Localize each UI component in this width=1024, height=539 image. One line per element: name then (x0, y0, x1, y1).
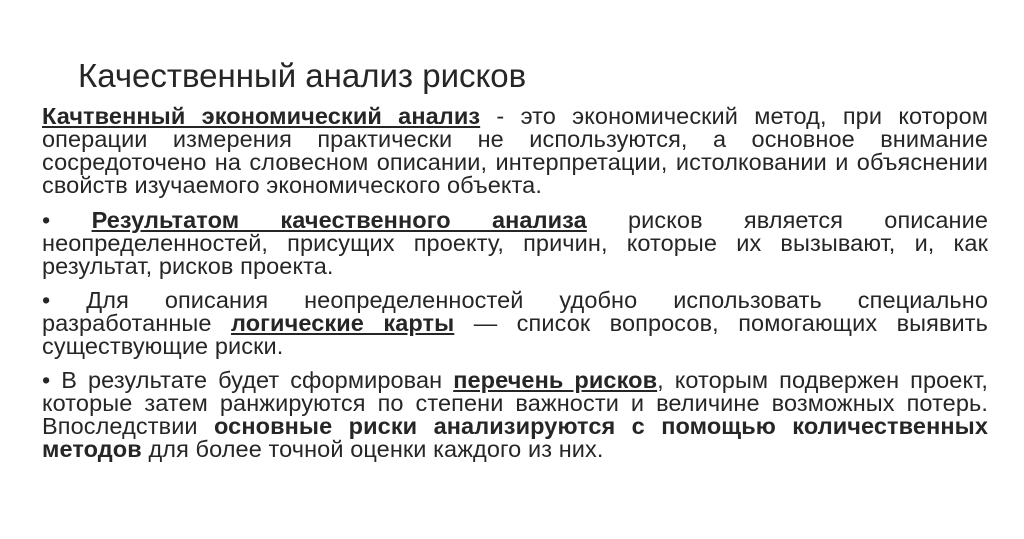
logic-maps-text: — список вопросов, помогающих выявить существующие риски. (42, 310, 988, 359)
bullet-paragraph-logic-maps (42, 289, 988, 358)
logic-maps-term: логические карты (230, 310, 455, 336)
bullet-marker: • (42, 287, 51, 313)
definition-term: Качтвенный экономический анализ (42, 103, 481, 129)
bullet-paragraph-risk-list (42, 369, 988, 461)
bullet-marker: • (42, 367, 51, 393)
result-text: рисков является описание неопределенностей, присущих проекту, причин, которые их вызывают, и, как результат, рисков проекта. (42, 207, 988, 279)
risk-list-intro: В результате будет сформирован (50, 367, 454, 393)
bullet-marker: • (42, 207, 51, 233)
risk-list-middle: , которым подвержен проект, которые затем ранжируются по степени важности и величине возможных потерь. Впоследствии (42, 367, 988, 439)
definition-paragraph (42, 105, 988, 197)
slide-title: Качественный анализ рисков (78, 57, 527, 94)
risk-list-bold: основные риски анализируются с помощью количественных методов (42, 413, 989, 462)
logic-maps-intro: Для описания неопределенностей удобно использовать специально разработанные (42, 287, 988, 336)
bullet-paragraph-result (42, 209, 988, 278)
risk-list-term: перечень рисков (453, 367, 658, 393)
slide-body (42, 105, 988, 472)
result-term: Результатом качественного анализа (91, 207, 587, 233)
risk-list-text: для более точной оценки каждого из них. (141, 436, 604, 462)
definition-text: - это экономический метод, при котором операции измерения практически не используются, а основное внимание сосредоточено на словесном описании, интерпретации, истолковании и объяснении свойств изучаемого экономического объекта. (42, 103, 988, 198)
